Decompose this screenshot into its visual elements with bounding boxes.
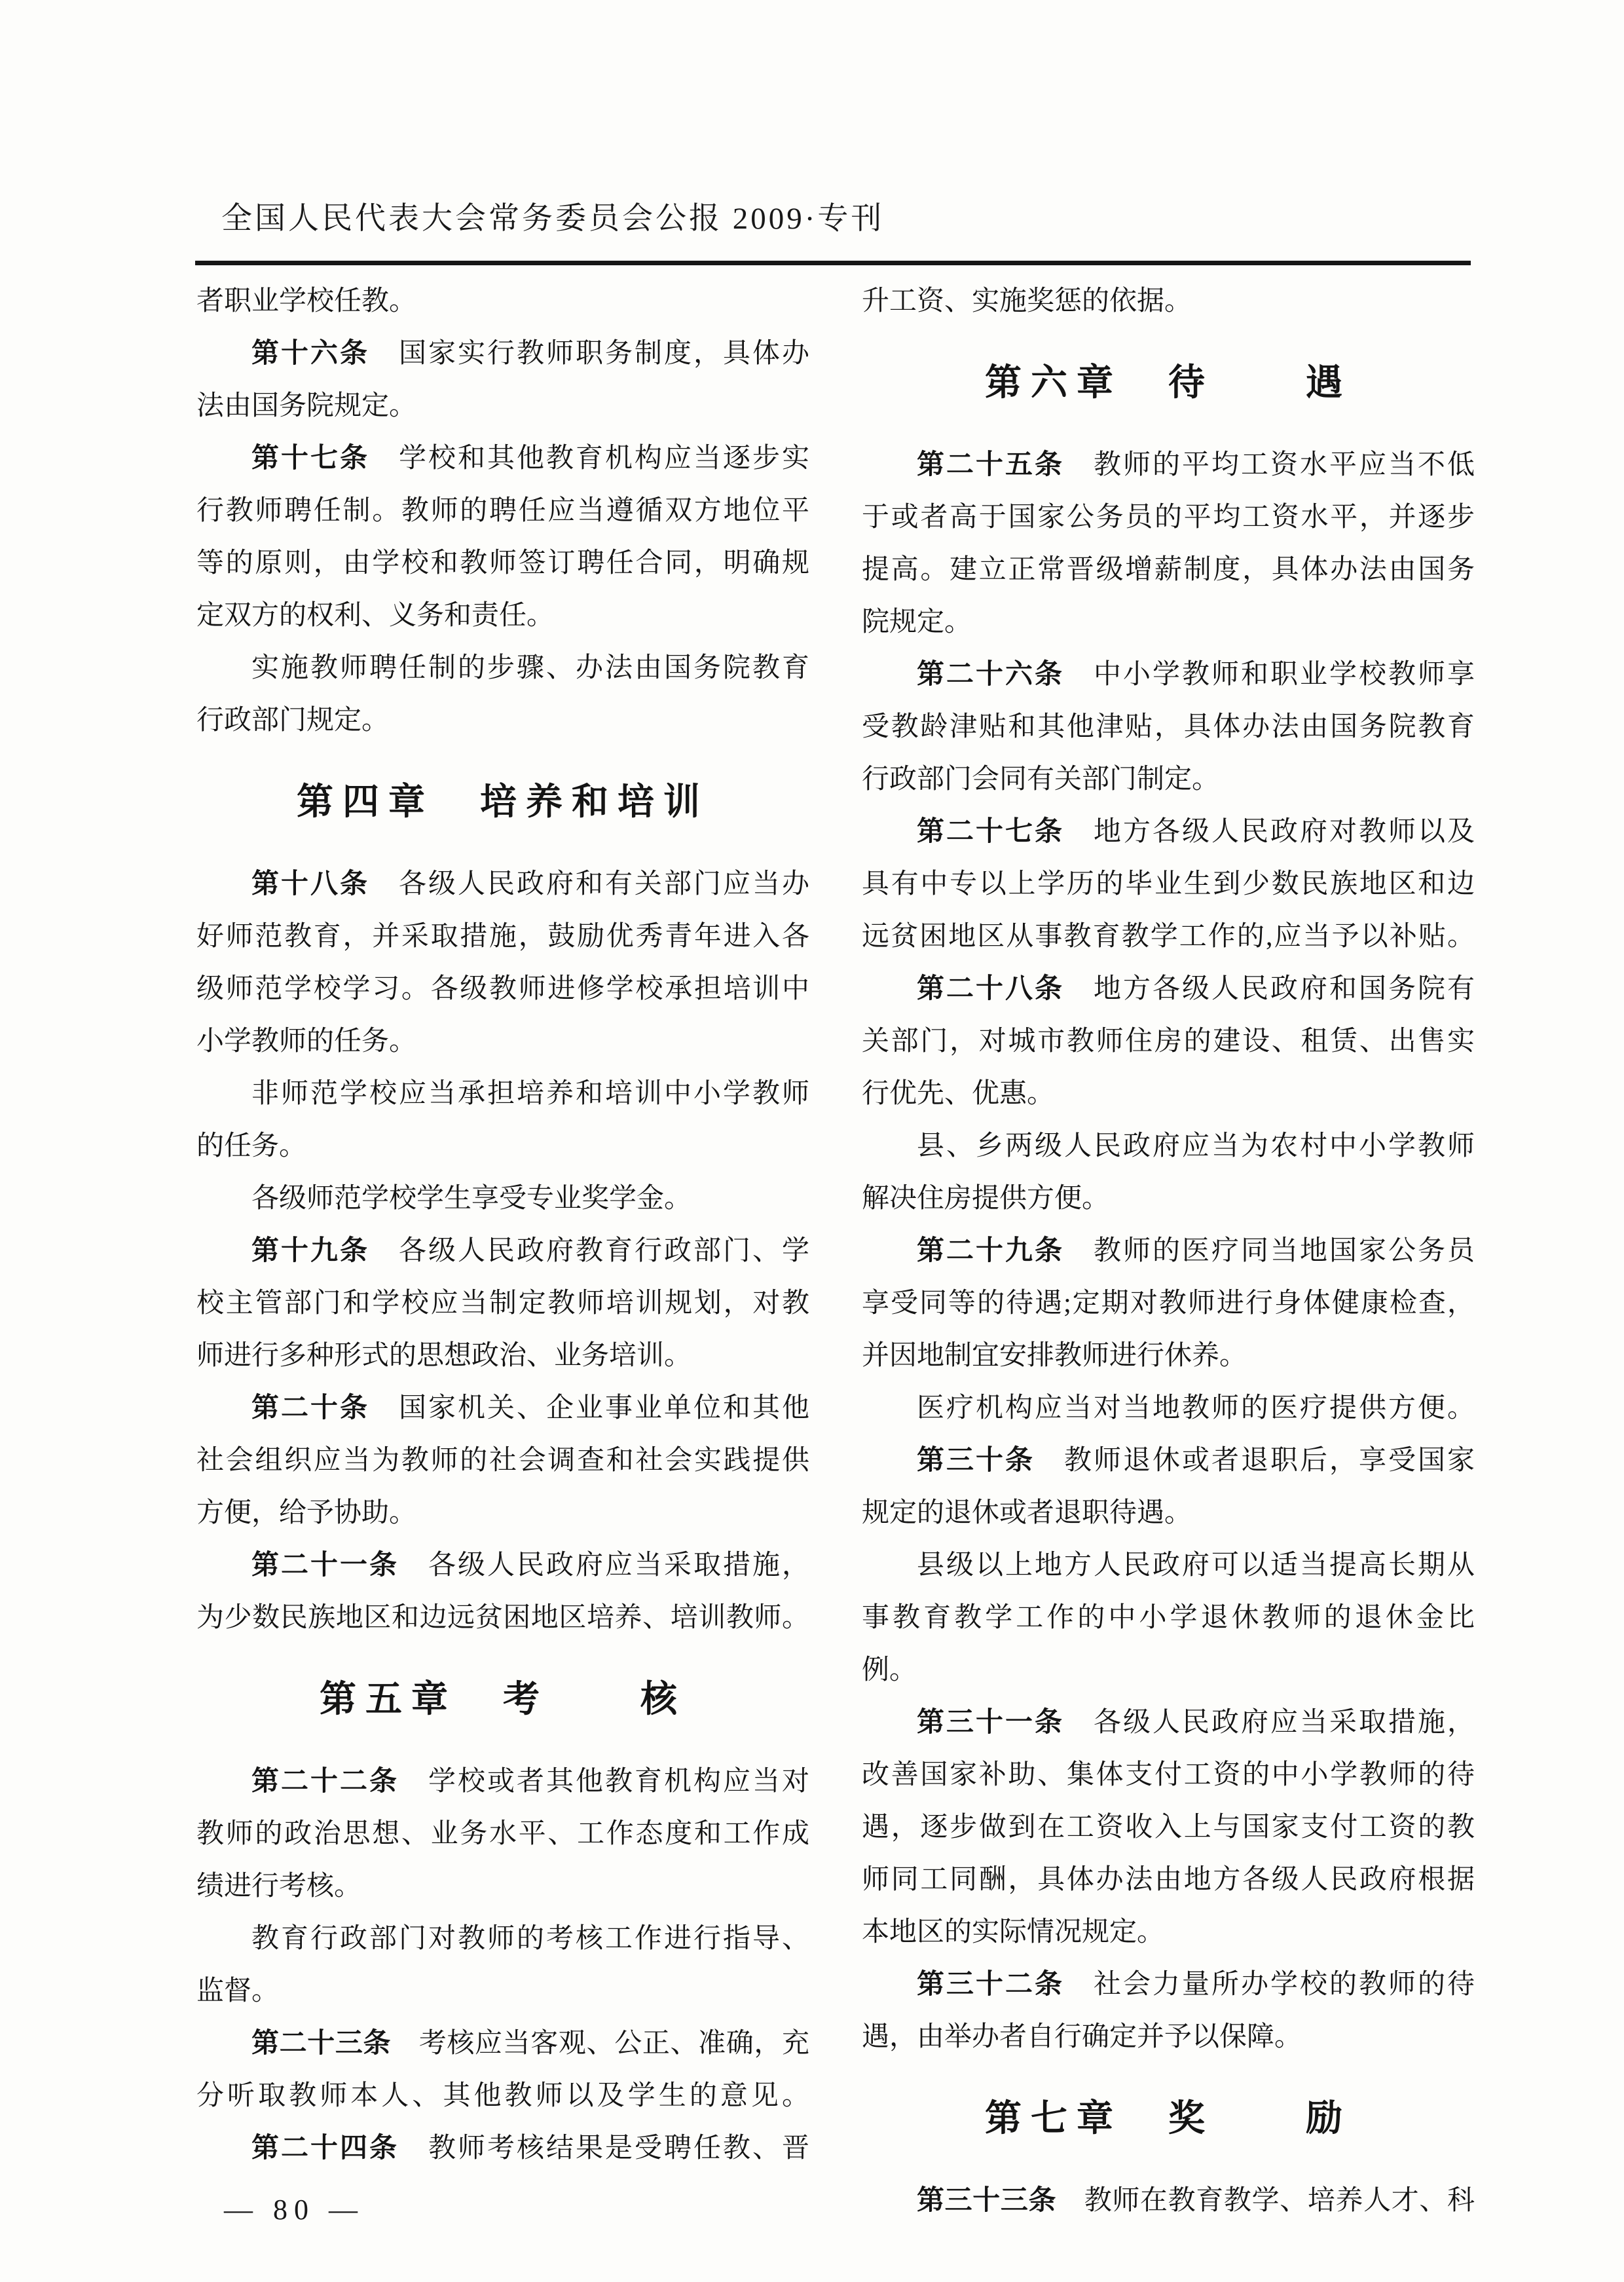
text-line: 享受同等的待遇;定期对教师进行身体健康检查， [862,1288,1475,1319]
text-line: 行政部门会同有关部门制定。 [862,764,1220,795]
article-number: 第二十一条 [251,1550,399,1581]
text-line: 为少数民族地区和边远贫困地区培养、培训教师。 [196,1603,809,1633]
header-divider-rule [195,261,1471,265]
text-line: 提高。建立正常晋级增薪制度，具体办法由国务 [862,555,1475,585]
article-number: 第三十一条 [917,1708,1064,1738]
text-line: 事教育教学工作的中小学退休教师的退休金比 [862,1603,1475,1633]
article-number: 第二十四条 [251,2133,399,2163]
text-line: 行优先、优惠。 [862,1079,1055,1109]
text-line: 行政部门规定。 [196,705,390,736]
text-line: 解决住房提供方便。 [862,1184,1110,1214]
text-line: 远贫困地区从事教育教学工作的,应当予以补贴。 [862,922,1475,952]
article-number: 第三十三条 [917,2186,1057,2216]
article-number: 第二十三条 [251,2029,392,2059]
article-number: 第二十八条 [917,974,1064,1004]
text-line: 教育行政部门对教师的考核工作进行指导、 [251,1924,809,1954]
text-line: 于或者高于国家公务员的平均工资水平，并逐步 [862,502,1475,533]
text-line: 好师范教育，并采取措施，鼓励优秀青年进入各 [196,922,809,952]
article-number: 第二十六条 [917,660,1064,690]
article-number: 第二十二条 [251,1767,399,1797]
text-line: 教师的政治思想、业务水平、工作态度和工作成 [196,1819,809,1849]
text-line: 分听取教师本人、其他教师以及学生的意见。 [196,2081,809,2111]
article-text-line: 第十六条 国家实行教师职务制度，具体办 [251,339,809,369]
article-number: 第三十条 [917,1446,1035,1476]
article-text-line: 第二十七条 地方各级人民政府对教师以及 [917,817,1475,847]
text-line: 社会组织应当为教师的社会调查和社会实践提供 [196,1446,809,1476]
page-number: — 80 — [224,2194,364,2226]
text-line: 遇，逐步做到在工资收入上与国家支付工资的教 [862,1812,1475,1842]
text-line: 各级师范学校学生享受专业奖学金。 [251,1184,692,1214]
text-line: 实施教师聘任制的步骤、办法由国务院教育 [251,653,809,683]
text-line: 者职业学校任教。 [196,286,417,316]
article-number: 第十六条 [251,339,369,369]
text-line: 关部门，对城市教师住房的建设、租赁、出售实 [862,1026,1475,1057]
text-line: 非师范学校应当承担培养和培训中小学教师 [251,1079,809,1109]
article-number: 第二十条 [251,1393,369,1423]
article-text-line: 第二十一条 各级人民政府应当采取措施， [251,1550,809,1581]
article-text-line: 第二十三条 考核应当客观、公正、准确，充 [251,2029,809,2059]
article-text-line: 第十八条 各级人民政府和有关部门应当办 [251,869,809,899]
article-text-line: 第二十条 国家机关、企业事业单位和其他 [251,1393,809,1423]
article-text-line: 第二十二条 学校或者其他教育机构应当对 [251,1767,809,1797]
article-text-line: 第二十四条 教师考核结果是受聘任教、晋 [251,2133,809,2163]
text-line: 遇，由举办者自行确定并予以保障。 [862,2022,1302,2052]
text-line: 行教师聘任制。教师的聘任应当遵循双方地位平 [196,496,809,526]
article-text-line: 第二十九条 教师的医疗同当地国家公务员 [917,1236,1475,1266]
text-line: 绩进行考核。 [196,1871,362,1901]
article-text-line: 第三十二条 社会力量所办学校的教师的待 [917,1970,1475,2000]
text-line: 医疗机构应当对当地教师的医疗提供方便。 [917,1393,1475,1423]
text-line: 规定的退休或者退职待遇。 [862,1498,1192,1528]
text-line: 监督。 [196,1976,280,2006]
gazette-masthead-title: 全国人民代表大会常务委员会公报 2009·专刊 [221,202,885,236]
text-line: 级师范学校学习。各级教师进修学校承担培训中 [196,974,809,1004]
text-line: 升工资、实施奖惩的依据。 [862,286,1192,316]
article-number: 第十九条 [251,1236,369,1266]
article-text-line: 第二十八条 地方各级人民政府和国务院有 [917,974,1475,1004]
text-line: 院规定。 [862,607,972,637]
text-line: 师同工同酬，具体办法由地方各级人民政府根据 [862,1865,1475,1895]
two-column-text-area [196,275,1475,2227]
text-line: 的任务。 [196,1131,307,1161]
text-line: 例。 [862,1655,917,1685]
text-line: 改善国家补助、集体支付工资的中小学教师的待 [862,1760,1475,1790]
article-text-line: 第十七条 学校和其他教育机构应当逐步实 [251,443,809,474]
article-number: 第十八条 [251,869,369,899]
left-text-column [196,275,809,2227]
article-number: 第二十七条 [917,817,1064,847]
article-text-line: 第二十五条 教师的平均工资水平应当不低 [917,450,1475,480]
text-line: 并因地制宜安排教师进行休养。 [862,1341,1247,1371]
text-line: 定双方的权利、义务和责任。 [196,601,555,631]
chapter-heading: 第四章 培养和培训 [297,782,709,823]
text-line: 师进行多种形式的思想政治、业务培训。 [196,1341,692,1371]
article-text-line: 第二十六条 中小学教师和职业学校教师享 [917,660,1475,690]
article-number: 第二十五条 [917,450,1064,480]
text-line: 本地区的实际情况规定。 [862,1917,1165,1947]
chapter-heading: 第七章 奖 励 [985,2099,1352,2139]
chapter-heading: 第六章 待 遇 [985,363,1352,403]
text-line: 受教龄津贴和其他津贴，具体办法由国务院教育 [862,712,1475,742]
text-line: 校主管部门和学校应当制定教师培训规划，对教 [196,1288,809,1319]
text-line: 法由国务院规定。 [196,391,417,421]
text-line: 县、乡两级人民政府应当为农村中小学教师 [917,1131,1475,1161]
article-number: 第二十九条 [917,1236,1064,1266]
article-text-line: 第三十三条 教师在教育教学、培养人才、科 [917,2186,1475,2216]
article-text-line: 第三十条 教师退休或者退职后，享受国家 [917,1446,1475,1476]
article-text-line: 第十九条 各级人民政府教育行政部门、学 [251,1236,809,1266]
text-line: 县级以上地方人民政府可以适当提高长期从 [917,1550,1475,1581]
article-number: 第三十二条 [917,1970,1064,2000]
text-line: 具有中专以上学历的毕业生到少数民族地区和边 [862,869,1475,899]
chapter-heading: 第五章 考 核 [320,1679,686,1720]
article-number: 第十七条 [251,443,369,474]
article-text-line: 第三十一条 各级人民政府应当采取措施， [917,1708,1475,1738]
text-line: 方便，给予协助。 [196,1498,417,1528]
right-text-column [862,275,1475,2227]
text-line: 等的原则，由学校和教师签订聘任合同，明确规 [196,548,809,578]
text-line: 小学教师的任务。 [196,1026,417,1057]
